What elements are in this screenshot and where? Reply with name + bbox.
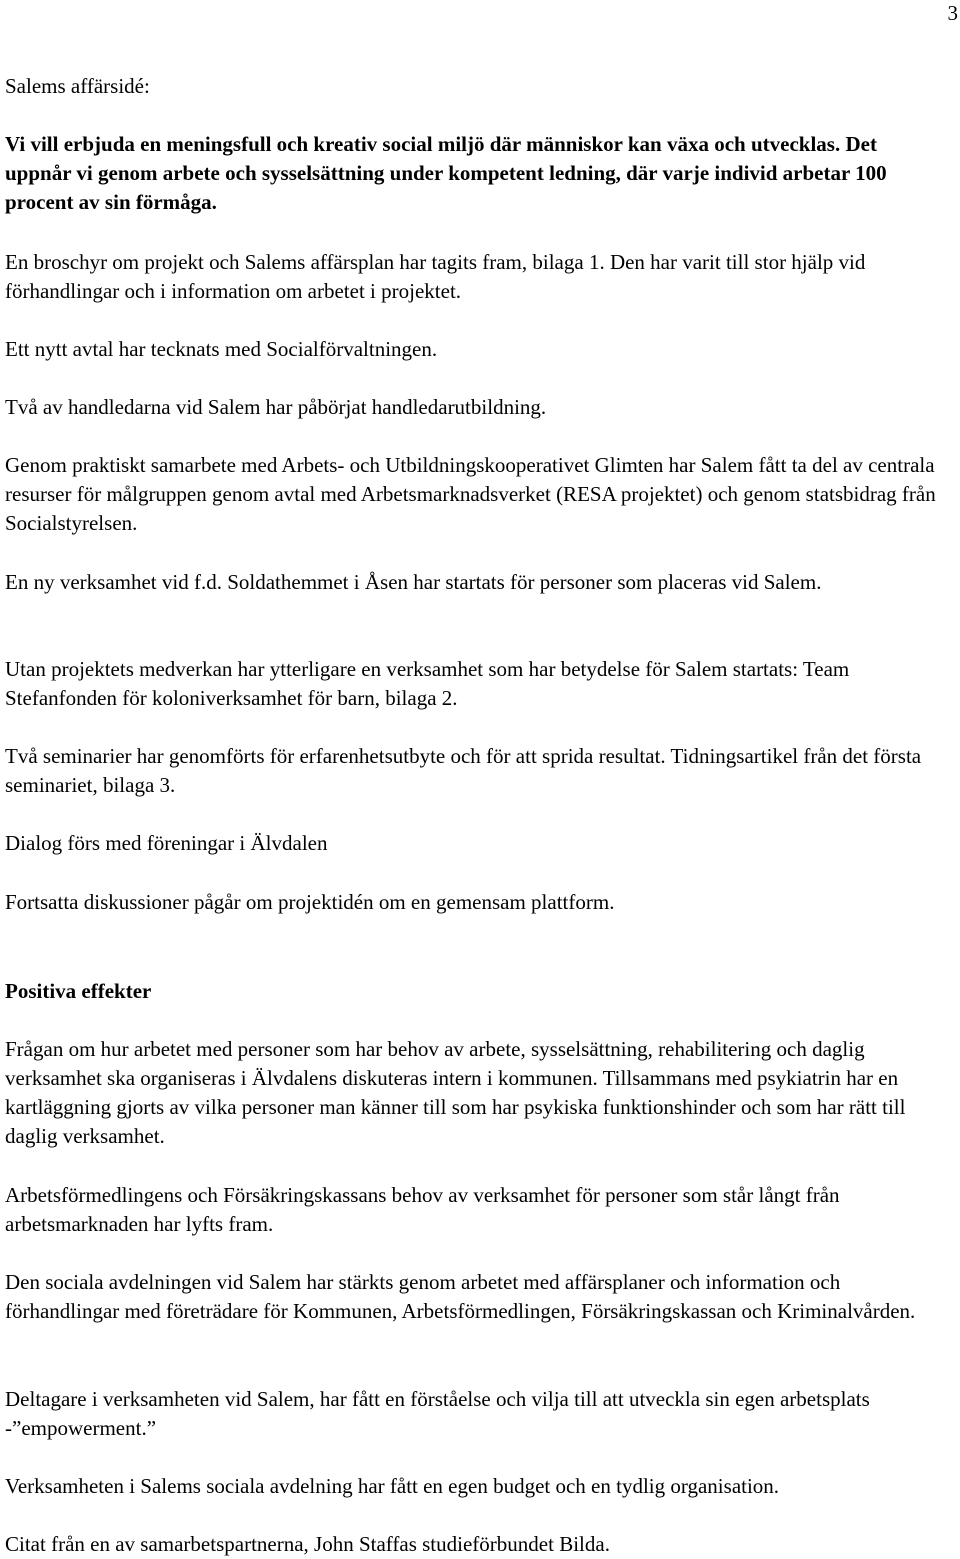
paragraph-dialog: Dialog förs med föreningar i Älvdalen [5, 831, 328, 855]
business-idea-statement: Vi vill erbjuda en meningsfull och kreativ social miljö där människor kan växa och utvecklas. Det uppnår vi genom arbete och sysselsättning under kompetent ledning, där varje individ arbetar 100 procent av sin förmåga. [5, 132, 887, 214]
page-number: 3 [947, 1, 958, 25]
heading-positive-effects: Positiva effekter [5, 979, 152, 1003]
paragraph-seminars: Två seminarier har genomförts för erfarenhetsutbyte och för att sprida resultat. Tidningsartikel från det första seminariet, bilaga 3. [5, 744, 922, 797]
paragraph-discussions: Fortsatta diskussioner pågår om projektidén om en gemensam plattform. [5, 890, 615, 914]
paragraph-supervisors: Två av handledarna vid Salem har påbörjat handledarutbildning. [5, 395, 547, 419]
paragraph-cooperation: Genom praktiskt samarbete med Arbets- och Utbildningskooperativet Glimten har Salem fått ta del av centrala resurser för målgruppen genom avtal med Arbetsmarknadsverket (RESA projektet) och genom statsbidrag från Socialstyrelsen. [5, 453, 936, 535]
paragraph-agreement: Ett nytt avtal har tecknats med Socialförvaltningen. [5, 337, 438, 361]
paragraph-team-stefanfonden: Utan projektets medverkan har ytterligare en verksamhet som har betydelse för Salem startats: Team Stefanfonden för koloniverksamhet för barn, bilaga 2. [5, 657, 850, 710]
paragraph-employment-needs: Arbetsförmedlingens och Försäkringskassans behov av verksamhet för personer som står långt från arbetsmarknaden har lyfts fram. [5, 1183, 840, 1236]
paragraph-brochure: En broschyr om projekt och Salems affärsplan har tagits fram, bilaga 1. Den har varit till stor hjälp vid förhandlingar och i information om arbetet i projektet. [5, 250, 866, 303]
heading-business-idea: Salems affärsidé: [5, 74, 150, 98]
paragraph-budget: Verksamheten i Salems sociala avdelning har fått en egen budget och en tydlig organisation. [5, 1474, 780, 1498]
paragraph-organisation-question: Frågan om hur arbetet med personer som har behov av arbete, sysselsättning, rehabilitering och daglig verksamhet ska organiseras i Älvdalens diskuteras intern i kommunen. Tillsammans med psykiatrin har en kartläggning gjorts av vilka personer man känner till som har psykiska funktionshinder och som har rätt till daglig verksamhet. [5, 1037, 906, 1148]
paragraph-social-department: Den sociala avdelningen vid Salem har stärkts genom arbetet med affärsplaner och information och förhandlingar med företrädare för Kommunen, Arbetsförmedlingen, Försäkringskassan och Kriminalvården. [5, 1270, 916, 1323]
paragraph-new-operation: En ny verksamhet vid f.d. Soldathemmet i Åsen har startats för personer som placeras vid Salem. [5, 570, 822, 594]
paragraph-empowerment: Deltagare i verksamheten vid Salem, har fått en förståelse och vilja till att utveckla sin egen arbetsplats -”empowerment.” [5, 1387, 870, 1440]
paragraph-quote-source: Citat från en av samarbetspartnerna, John Staffas studieförbundet Bilda. [5, 1532, 610, 1556]
